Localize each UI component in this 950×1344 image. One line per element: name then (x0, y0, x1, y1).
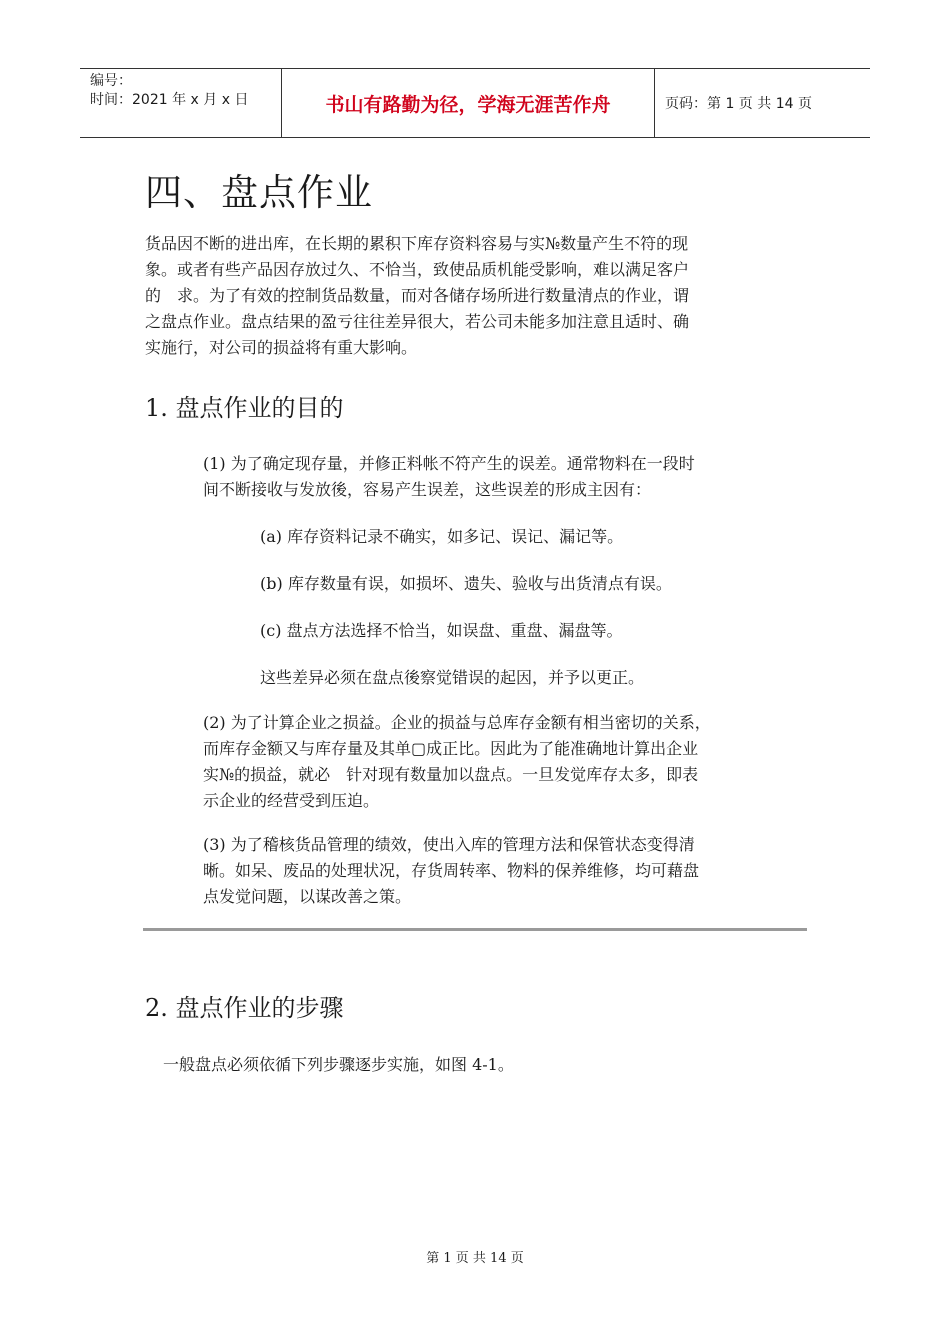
cause-c-item: (c) 盘点方法选择不恰当，如误盘、重盘、漏盘等。 (260, 621, 623, 640)
purpose-2-line: 示企业的经营受到压迫。 (203, 791, 380, 810)
horizontal-divider (143, 928, 807, 931)
purpose-1-line: (1) 为了确定现存量，并修正料帐不符产生的误差。通常物料在一段时 (203, 454, 695, 473)
purpose-3-line: 晰。如呆、废品的处理状况，存货周转率、物料的保养维修，均可藉盘 (203, 861, 700, 880)
header-page-info: 页码：第 1 页 共 14 页 (665, 96, 812, 112)
chapter-title: 四、盘点作业 (145, 171, 373, 214)
intro-line: 之盘点作业。盘点结果的盈亏往往差异很大，若公司未能多加注意且适时、确 (145, 312, 690, 331)
document-header (80, 68, 870, 138)
purpose-3-paragraph (203, 832, 699, 910)
purpose-2-line: 实№的损益，就必 针对现有数量加以盘点。一旦发觉库存太多，即表 (203, 765, 699, 784)
purpose-1-paragraph (203, 451, 695, 503)
causes-note: 这些差异必须在盘点後察觉错误的起因，并予以更正。 (260, 668, 645, 687)
document-number-label: 编号： (90, 73, 132, 89)
header-motto: 书山有路勤为径，学海无涯苦作舟 (282, 69, 655, 137)
intro-line: 的 求。为了有效的控制货品数量，而对各储存场所进行数量清点的作业，谓 (145, 286, 690, 305)
purpose-2-line: 而库存金额又与库存量及其单▢成正比。因此为了能准确地计算出企业 (203, 739, 699, 758)
intro-paragraph (145, 231, 689, 361)
header-meta-cell (80, 69, 282, 137)
purpose-3-line: (3) 为了稽核货品管理的绩效，使出入库的管理方法和保管状态变得清 (203, 835, 695, 854)
steps-intro: 一般盘点必须依循下列步骤逐步实施，如图 4-1。 (163, 1055, 514, 1074)
section-2-heading: 2. 盘点作业的步骤 (145, 994, 344, 1022)
purpose-3-line: 点发觉问题，以谋改善之策。 (203, 887, 412, 906)
intro-line: 象。或者有些产品因存放过久、不恰当，致使品质机能受影响，难以满足客户 (145, 260, 690, 279)
cause-a-item: (a) 库存资料记录不确实，如多记、误记、漏记等。 (260, 527, 624, 546)
page-footer: 第 1 页 共 14 页 (426, 1251, 524, 1266)
purpose-2-line: (2) 为了计算企业之损益。企业的损益与总库存金额有相当密切的关系， (203, 713, 711, 732)
purpose-2-paragraph (203, 710, 711, 814)
intro-line: 实施行，对公司的损益将有重大影响。 (145, 338, 418, 357)
purpose-1-line: 间不断接收与发放後，容易产生误差，这些误差的形成主因有： (203, 480, 652, 499)
section-1-heading: 1. 盘点作业的目的 (145, 394, 344, 422)
cause-b-item: (b) 库存数量有误，如损坏、遗失、验收与出货清点有误。 (260, 574, 672, 593)
document-date-label: 时间：2021 年 x 月 x 日 (90, 92, 249, 108)
intro-line: 货品因不断的进出库，在长期的累积下库存资料容易与实№数量产生不符的现 (145, 234, 689, 253)
